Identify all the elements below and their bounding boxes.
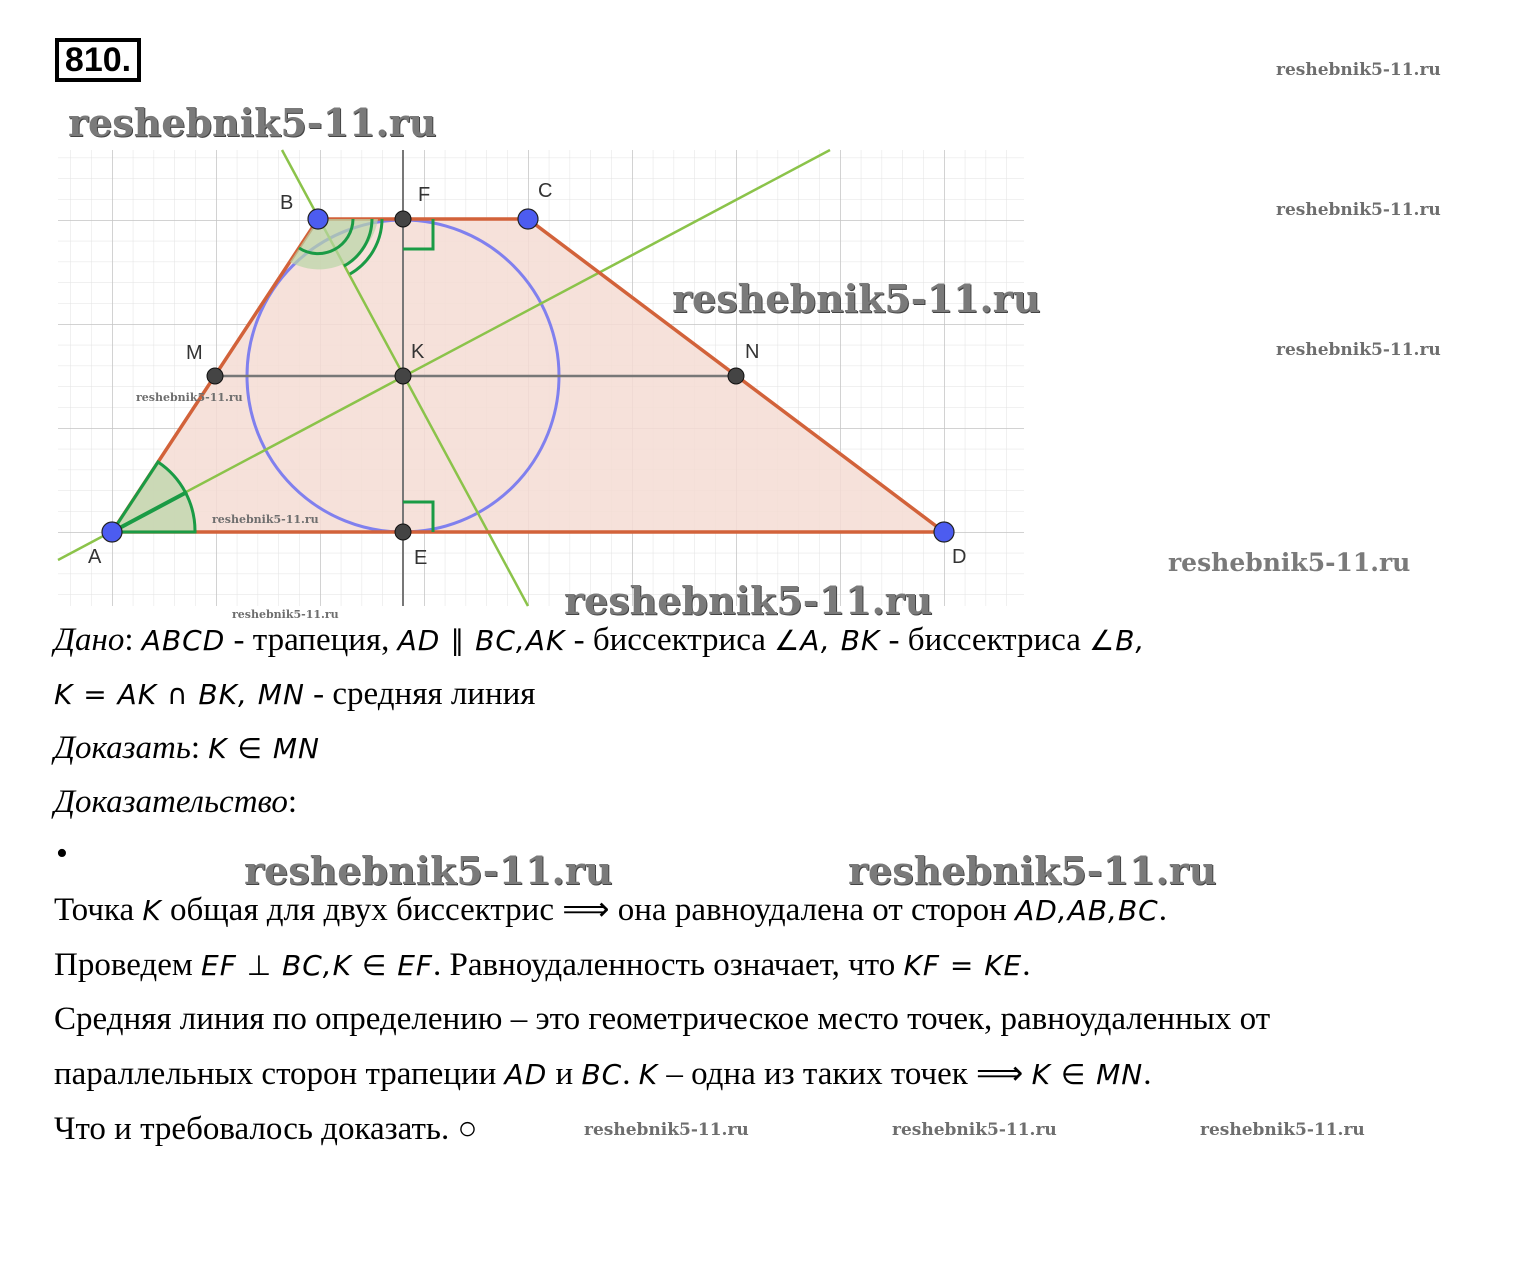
point-m [207, 368, 223, 384]
label-b: B [280, 192, 294, 214]
watermark: reshebnik5-11.ru [848, 848, 1217, 893]
watermark: reshebnik5-11.ru [136, 391, 243, 404]
label-e: E [414, 547, 428, 569]
problem-number: 810. [55, 38, 141, 82]
watermark: reshebnik5-11.ru [1200, 1120, 1365, 1140]
given-line-1: Дано: ABCD - трапеция, AD ∥ BC,AK - биссектриса ∠A, BK - биссектриса ∠B, [54, 622, 1146, 658]
label-k: K [411, 341, 425, 363]
label-d: D [952, 546, 967, 568]
proof-line-1: Точка K общая для двух биссектрис ⟹ она равноудалена от сторон AD,AB,BC. [54, 892, 1167, 928]
watermark: reshebnik5-11.ru [1276, 200, 1441, 220]
watermark: reshebnik5-11.ru [212, 513, 319, 526]
watermark: reshebnik5-11.ru [672, 276, 1041, 321]
label-c: C [538, 180, 553, 202]
label-m: M [186, 342, 203, 364]
point-k [395, 368, 411, 384]
watermark: reshebnik5-11.ru [244, 848, 613, 893]
point-a [102, 522, 122, 542]
proof-conclusion: Что и требовалось доказать. ○ [54, 1111, 478, 1147]
watermark: reshebnik5-11.ru [1276, 340, 1441, 360]
watermark: reshebnik5-11.ru [892, 1120, 1057, 1140]
proof-line-2: Проведем EF ⊥ BC,K ∈ EF. Равноудаленность означает, что KF = KE. [54, 947, 1031, 983]
proof-line-3: Средняя линия по определению – это геометрическое место точек, равноудаленных от [54, 1001, 1271, 1037]
prove-label: Доказать [54, 730, 191, 766]
watermark: reshebnik5-11.ru [232, 608, 339, 621]
watermark: reshebnik5-11.ru [564, 578, 933, 623]
label-a: A [88, 546, 102, 568]
point-f [395, 211, 411, 227]
watermark: reshebnik5-11.ru [1168, 548, 1411, 577]
watermark: reshebnik5-11.ru [68, 100, 437, 145]
proof-label: Доказательство [54, 784, 288, 820]
point-c [518, 209, 538, 229]
proof-heading: Доказательство: [54, 784, 298, 820]
bullet: • [56, 835, 68, 872]
given-line-2: K = AK ∩ BK, MN - средняя линия [54, 676, 536, 712]
watermark: reshebnik5-11.ru [584, 1120, 749, 1140]
point-e [395, 524, 411, 540]
watermark: reshebnik5-11.ru [1276, 60, 1441, 80]
proof-line-4: параллельных сторон трапеции AD и BC. K – одна из таких точек ⟹ K ∈ MN. [54, 1056, 1152, 1092]
point-d [934, 522, 954, 542]
point-n [728, 368, 744, 384]
point-b [308, 209, 328, 229]
prove-line: Доказать: K ∈ MN [54, 730, 320, 766]
given-label: Дано [54, 622, 125, 658]
label-f: F [418, 184, 431, 206]
label-n: N [745, 341, 760, 363]
